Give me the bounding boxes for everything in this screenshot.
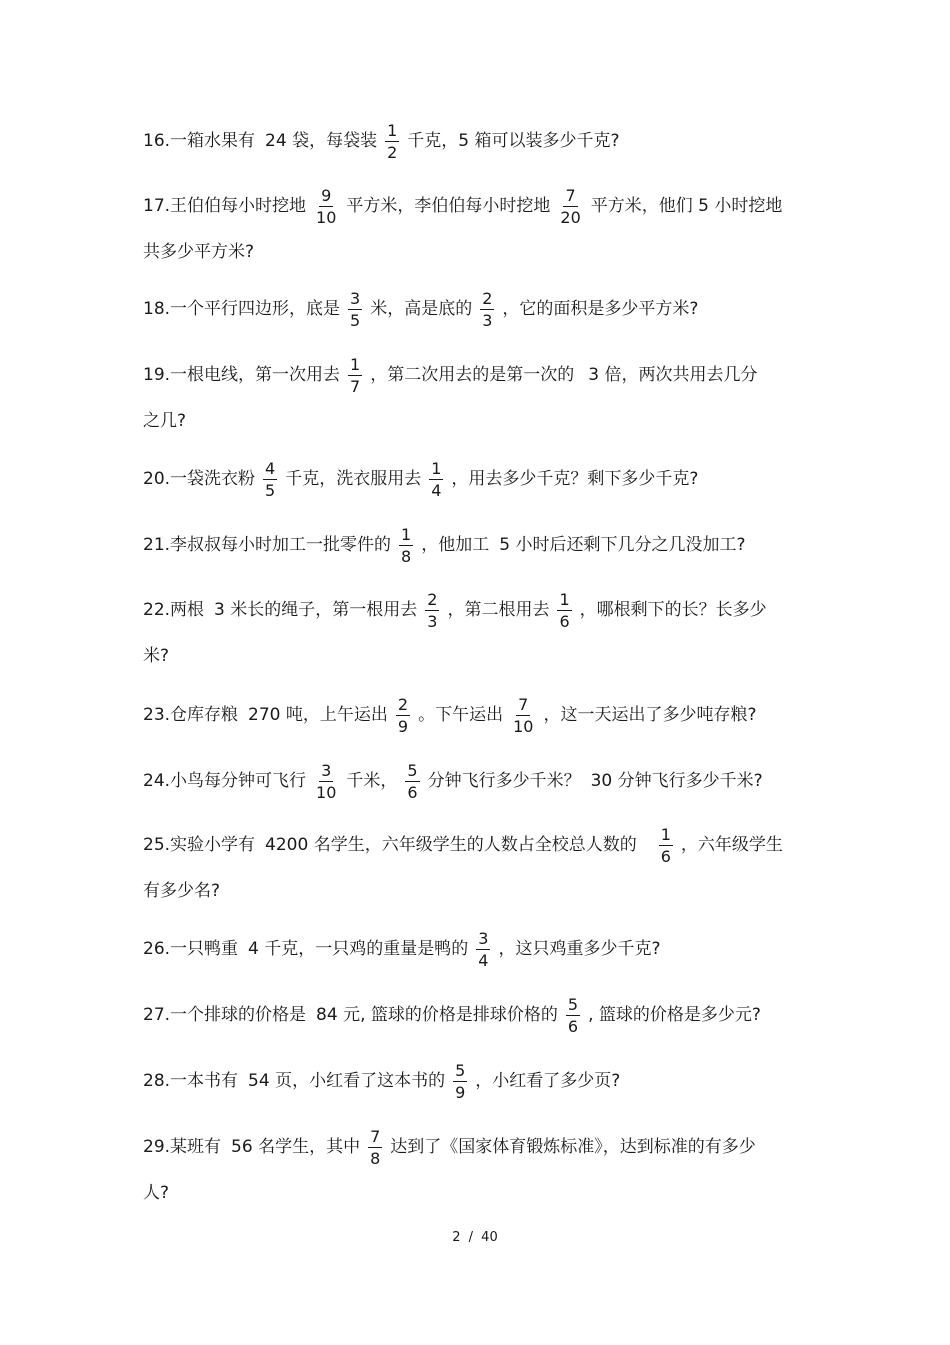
- problem-line: [143, 116, 620, 166]
- fraction-numerator: 1: [660, 825, 671, 844]
- problem-line: [143, 924, 661, 974]
- problem-text: ，哪根剩下的长？长多少: [579, 600, 767, 620]
- problem-text: 23.仓库存粮: [143, 705, 239, 725]
- fraction-numerator: 4: [265, 459, 276, 478]
- fraction-denominator: 5: [350, 311, 361, 330]
- problem-text: ，第二次用去的是第一次的: [370, 365, 575, 385]
- fraction-numerator: 3: [321, 761, 332, 780]
- fraction: [396, 697, 410, 735]
- fraction-denominator: 6: [559, 612, 570, 631]
- fraction-numerator: 7: [518, 695, 529, 714]
- problem-text: 人?: [143, 1183, 170, 1203]
- problem-text: ，六年级学生: [680, 835, 783, 855]
- fraction-denominator: 2: [387, 143, 398, 162]
- fraction: [348, 357, 362, 395]
- problem-text: 千米，: [346, 771, 398, 791]
- page-number: 2 / 40: [452, 1230, 498, 1245]
- problem-text: ，第二根用去: [447, 600, 550, 620]
- fraction: [476, 931, 490, 969]
- problem-text: 平方米，他们 5 小时挖地: [590, 196, 783, 216]
- fraction: [348, 291, 362, 329]
- fraction-denominator: 5: [265, 481, 276, 500]
- fraction: [429, 461, 443, 499]
- fraction-denominator: 7: [350, 377, 361, 396]
- problem-continuation-line: [143, 866, 220, 916]
- fraction: [385, 123, 399, 161]
- fraction-denominator: 6: [660, 847, 671, 866]
- problem-text: 26.一只鸭重: [143, 939, 239, 959]
- problem-text: , 篮球的价格是多少元?: [588, 1005, 761, 1025]
- fraction: [314, 763, 338, 801]
- problem-continuation-line: [143, 1168, 169, 1218]
- problem-line: [143, 1122, 756, 1172]
- fraction: [659, 827, 673, 865]
- problem-text: 20.一袋洗衣粉: [143, 469, 256, 489]
- problem-text: 29.某班有: [143, 1137, 222, 1157]
- problem-text: ，小红看了多少页?: [475, 1071, 621, 1091]
- fraction-denominator: 9: [397, 717, 409, 736]
- problem-text: 千克，5 箱可以装多少千克?: [407, 131, 620, 151]
- fraction-numerator: 1: [559, 590, 570, 609]
- problem-text: 有多少名?: [143, 881, 221, 901]
- fraction-numerator: 5: [455, 1061, 466, 1080]
- problem-text: ，它的面积是多少平方米?: [502, 299, 699, 319]
- fraction: [453, 1063, 467, 1101]
- fraction-numerator: 7: [370, 1127, 381, 1146]
- problem-text: 56 名学生，其中: [231, 1137, 361, 1157]
- problem-text: 30 分钟飞行多少千米?: [590, 771, 763, 791]
- fraction: [368, 1129, 382, 1167]
- problem-line: [143, 756, 763, 806]
- fraction-denominator: 8: [401, 547, 412, 566]
- problem-text: 25.实验小学有: [143, 835, 256, 855]
- problem-line: [143, 181, 782, 231]
- fraction-numerator: 2: [397, 695, 409, 714]
- problem-continuation-line: [143, 396, 186, 446]
- fraction: [425, 592, 439, 630]
- problem-text: ，用去多少千克？剩下多少千克?: [451, 469, 699, 489]
- problem-text: 达到了《国家体育锻炼标准》，达到标准的有多少: [390, 1137, 756, 1157]
- problem-text: 54 页，小红看了这本书的: [248, 1071, 446, 1091]
- problem-text: 4200 名学生，六年级学生的人数占全校总人数的: [265, 835, 637, 855]
- fraction-numerator: 2: [482, 289, 493, 308]
- problem-line: [143, 690, 756, 740]
- problem-line: [143, 820, 783, 870]
- problem-line: [143, 520, 745, 570]
- problem-text: 84 元, 篮球的价格是排球价格的: [316, 1005, 558, 1025]
- fraction: [566, 997, 580, 1035]
- problem-line: [143, 454, 698, 504]
- fraction: [399, 527, 413, 565]
- fraction: [511, 697, 535, 735]
- fraction-denominator: 10: [316, 208, 337, 227]
- fraction-denominator: 9: [455, 1083, 466, 1102]
- fraction: [558, 188, 582, 226]
- fraction-denominator: 3: [427, 612, 438, 631]
- problem-continuation-line: [143, 631, 169, 681]
- problem-text: 共多少平方米?: [143, 242, 255, 262]
- fraction-numerator: 1: [431, 459, 442, 478]
- fraction-numerator: 7: [565, 186, 576, 205]
- problem-text: 米，高是底的: [370, 299, 473, 319]
- problem-text: 18.一个平行四边形，底是: [143, 299, 341, 319]
- problem-continuation-line: [143, 227, 254, 277]
- problem-line: [143, 1056, 620, 1106]
- problem-line: [143, 284, 698, 334]
- problem-line: [143, 990, 761, 1040]
- problem-text: 之几?: [143, 411, 187, 431]
- problem-text: 19.一根电线，第一次用去: [143, 365, 341, 385]
- problem-text: ，这一天运出了多少吨存粮?: [543, 705, 757, 725]
- problem-text: ，这只鸡重多少千克?: [498, 939, 661, 959]
- fraction: [405, 763, 419, 801]
- problem-text: 3 米长的绳子，第一根用去: [214, 600, 418, 620]
- problem-text: 28.一本书有: [143, 1071, 239, 1091]
- problem-text: 5 小时后还剩下几分之几没加工?: [499, 535, 746, 555]
- fraction-denominator: 10: [316, 783, 337, 802]
- fraction: [263, 461, 277, 499]
- problem-text: 米?: [143, 646, 170, 666]
- fraction-numerator: 2: [427, 590, 438, 609]
- fraction-denominator: 10: [513, 717, 534, 736]
- fraction-numerator: 5: [407, 761, 418, 780]
- problem-text: 4 千克，一只鸡的重量是鸭的: [248, 939, 469, 959]
- problem-text: 16.一箱水果有: [143, 131, 256, 151]
- problem-text: 平方米，李伯伯每小时挖地: [346, 196, 551, 216]
- problem-text: 27.一个排球的价格是: [143, 1005, 307, 1025]
- problem-text: 21.李叔叔每小时加工一批零件的: [143, 535, 392, 555]
- fraction-numerator: 1: [387, 121, 398, 140]
- problem-text: 千克，洗衣服用去: [285, 469, 422, 489]
- problem-text: 270 吨，上午运出: [248, 705, 388, 725]
- fraction-numerator: 3: [478, 929, 489, 948]
- fraction-denominator: 4: [431, 481, 442, 500]
- fraction-denominator: 4: [478, 951, 489, 970]
- problem-text: 。下午运出: [418, 705, 504, 725]
- problem-text: 17.王伯伯每小时挖地: [143, 196, 307, 216]
- fraction-numerator: 1: [401, 525, 412, 544]
- problem-text: 分钟飞行多少千米？: [427, 771, 581, 791]
- fraction-denominator: 8: [370, 1149, 381, 1168]
- problem-line: [143, 350, 757, 400]
- fraction-denominator: 3: [482, 311, 493, 330]
- problem-text: ，他加工: [421, 535, 490, 555]
- fraction: [314, 188, 338, 226]
- fraction-denominator: 20: [560, 208, 581, 227]
- fraction-denominator: 6: [407, 783, 418, 802]
- problem-text: 24 袋，每袋装: [265, 131, 378, 151]
- problem-text: 24.小鸟每分钟可飞行: [143, 771, 307, 791]
- fraction-numerator: 1: [350, 355, 361, 374]
- fraction-numerator: 9: [321, 186, 332, 205]
- fraction-numerator: 5: [567, 995, 579, 1014]
- fraction-denominator: 6: [567, 1017, 579, 1036]
- fraction: [557, 592, 571, 630]
- problem-line: [143, 585, 767, 635]
- fraction: [480, 291, 494, 329]
- problem-text: 22.两根: [143, 600, 205, 620]
- fraction-numerator: 3: [350, 289, 361, 308]
- problem-text: 3 倍，两次共用去几分: [588, 365, 758, 385]
